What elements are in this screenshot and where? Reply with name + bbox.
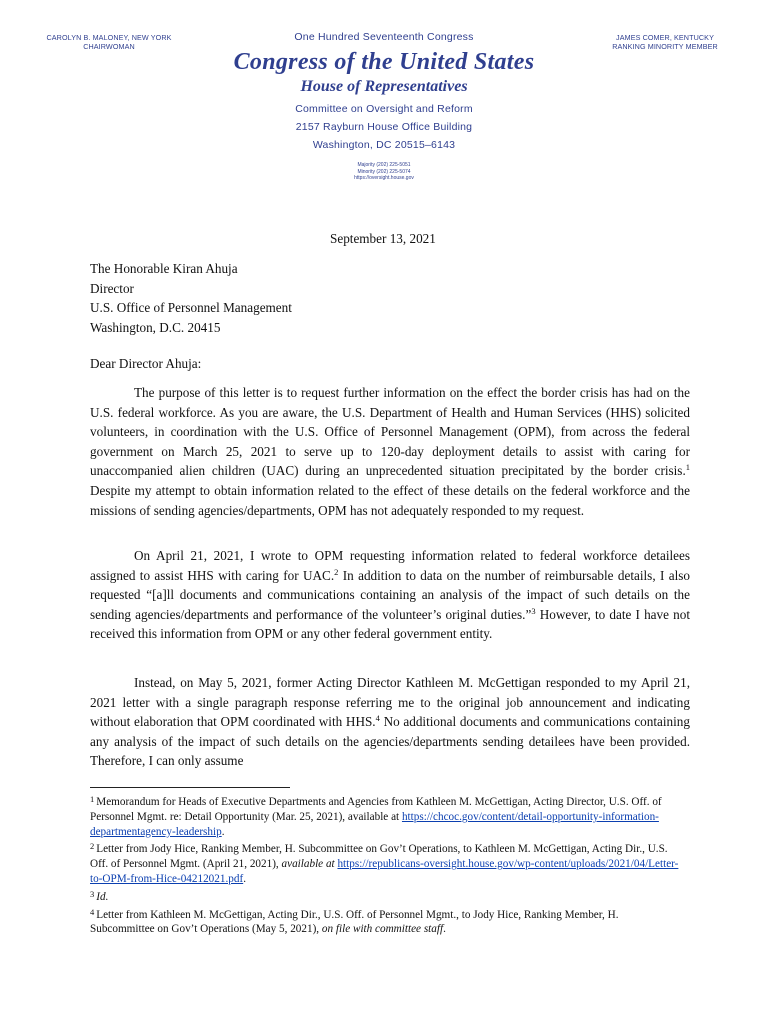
footnote-text: Letter from Kathleen M. McGettigan, Acting Dir., U.S. Off. of Personnel Mgmt., to Jody Hice, Ranking Member, H. Subcommittee on Gov’t Operations (May 5, 2021),: [90, 908, 619, 936]
committee-city: Washington, DC 20515–6143: [312, 139, 456, 151]
letterhead-subtitle: House of Representatives: [300, 78, 468, 95]
footnote-text: Memorandum for Heads of Executive Departments and Agencies from Kathleen M. McGettigan, Acting Director, U.S. Off. of Personnel Mgmt. re: Detail Opportunity (Mar. 25, 2021), available at: [90, 796, 662, 823]
contact-info: [200, 162, 568, 182]
letterhead-title: Congress of the United States: [233, 49, 535, 75]
chairwoman-title: CHAIRWOMAN: [83, 42, 135, 51]
footnote-ref[interactable]: 4: [375, 713, 380, 724]
footnote-link[interactable]: https://republicans-oversight.house.gov/wp-content/uploads/2021/04/Letter-to-OPM-from-Hice-04212021.pdf: [90, 858, 679, 885]
website: https://oversight.house.gov: [354, 175, 414, 181]
ranking-member-title: RANKING MINORITY MEMBER: [612, 42, 718, 51]
footnote-italic: available at: [281, 858, 335, 871]
footnote-number: 1: [90, 794, 95, 804]
paragraph-text: On April 21, 2021, I wrote to OPM requesting information related to federal workforce detailees assigned to assist HHS with caring for UAC.: [90, 548, 690, 583]
paragraph-text: Instead, on May 5, 2021, former Acting Director Kathleen M. McGettigan responded to my April 21, 2021 letter with a single paragraph response referring me to the original job announcement and indicating without elaboration that OPM coordinated with HHS.: [90, 675, 690, 730]
footnote-divider: [90, 787, 290, 788]
footnote-1: [90, 792, 680, 839]
letterhead: [200, 31, 568, 182]
footnote-italic: on file with committee staff: [321, 923, 444, 936]
footnote-ref[interactable]: 1: [685, 462, 690, 473]
recipient-city: Washington, D.C. 20415: [90, 319, 221, 335]
footnote-number: 4: [90, 906, 95, 917]
footnote-2: [90, 839, 680, 886]
footnote-3: [90, 887, 680, 905]
footnote-text: Id.: [96, 890, 109, 903]
footnote-text: .: [443, 923, 446, 936]
congress-number: One Hundred Seventeenth Congress: [294, 31, 474, 43]
paragraph-text: In addition to data on the number of reimbursable details, I also requested “[a]ll documents and communications containing an analysis of the impact of such details on the sending agencies/departments and performance of the volunteer’s original duties.”: [90, 567, 690, 622]
footnotes: [90, 792, 680, 937]
minority-phone: Minority (202) 225-5074: [357, 168, 411, 175]
paragraph-text: No additional documents and communications containing any analysis of the impact of such details on the agencies/departments sending detailees have been provided. Therefore, I can only assume: [90, 714, 690, 769]
footnote-4: [90, 905, 680, 938]
paragraph-text: The purpose of this letter is to request further information on the effect the border crisis has had on the U.S. federal workforce. As you are aware, the U.S. Department of Health and Human Services (HHS) solicited volunteers, in coordination with the U.S. Office of Personnel Management (OPM), from across the federal government on March 25, 2021 to serve up to 120-day deployment details to assist with caring for unaccompanied alien children (UAC) during an unprecedented situation precipitated by the border crisis.: [90, 385, 690, 479]
letter-date: September 13, 2021: [330, 231, 436, 246]
footnote-text: .: [243, 872, 246, 885]
paragraph-2: [90, 546, 690, 644]
ranking-member-name: JAMES COMER, KENTUCKY: [616, 33, 714, 42]
footnote-ref[interactable]: 2: [334, 566, 339, 577]
salutation: Dear Director Ahuja:: [90, 356, 202, 371]
recipient-title: Director: [90, 280, 134, 296]
chairwoman-block: [44, 33, 174, 51]
committee-name: Committee on Oversight and Reform: [295, 103, 473, 115]
footnote-ref[interactable]: 3: [531, 605, 536, 616]
recipient-address: [90, 259, 690, 337]
paragraph-text: Despite my attempt to obtain information related to the effect of these details on the federal workforce and the missions of sending agencies/departments, OPM has not adequately responded to my request.: [90, 482, 690, 518]
committee-building: 2157 Rayburn House Office Building: [295, 121, 473, 133]
paragraph-3: [90, 673, 690, 771]
recipient-name: The Honorable Kiran Ahuja: [90, 261, 238, 276]
footnote-number: 2: [90, 841, 95, 852]
recipient-org: U.S. Office of Personnel Management: [90, 300, 292, 316]
chairwoman-name: CAROLYN B. MALONEY, NEW YORK: [46, 33, 172, 42]
paragraph-text: However, to date I have not received this information from OPM or any other federal government entity.: [90, 606, 690, 642]
footnote-text: .: [221, 825, 225, 838]
paragraph-1: [90, 383, 690, 520]
footnote-link[interactable]: https://chcoc.gov/content/detail-opportunity-information-departmentagency-leadership: [90, 810, 659, 838]
majority-phone: Majority (202) 225-5051: [357, 162, 411, 168]
footnote-number: 3: [90, 888, 95, 899]
footnote-text: Letter from Jody Hice, Ranking Member, H. Subcommittee on Gov’t Operations, to Kathleen M. McGettigan, Acting Dir., U.S. Off. of Personnel Mgmt. (April 21, 2021),: [90, 843, 668, 871]
ranking-member-block: [600, 33, 730, 51]
